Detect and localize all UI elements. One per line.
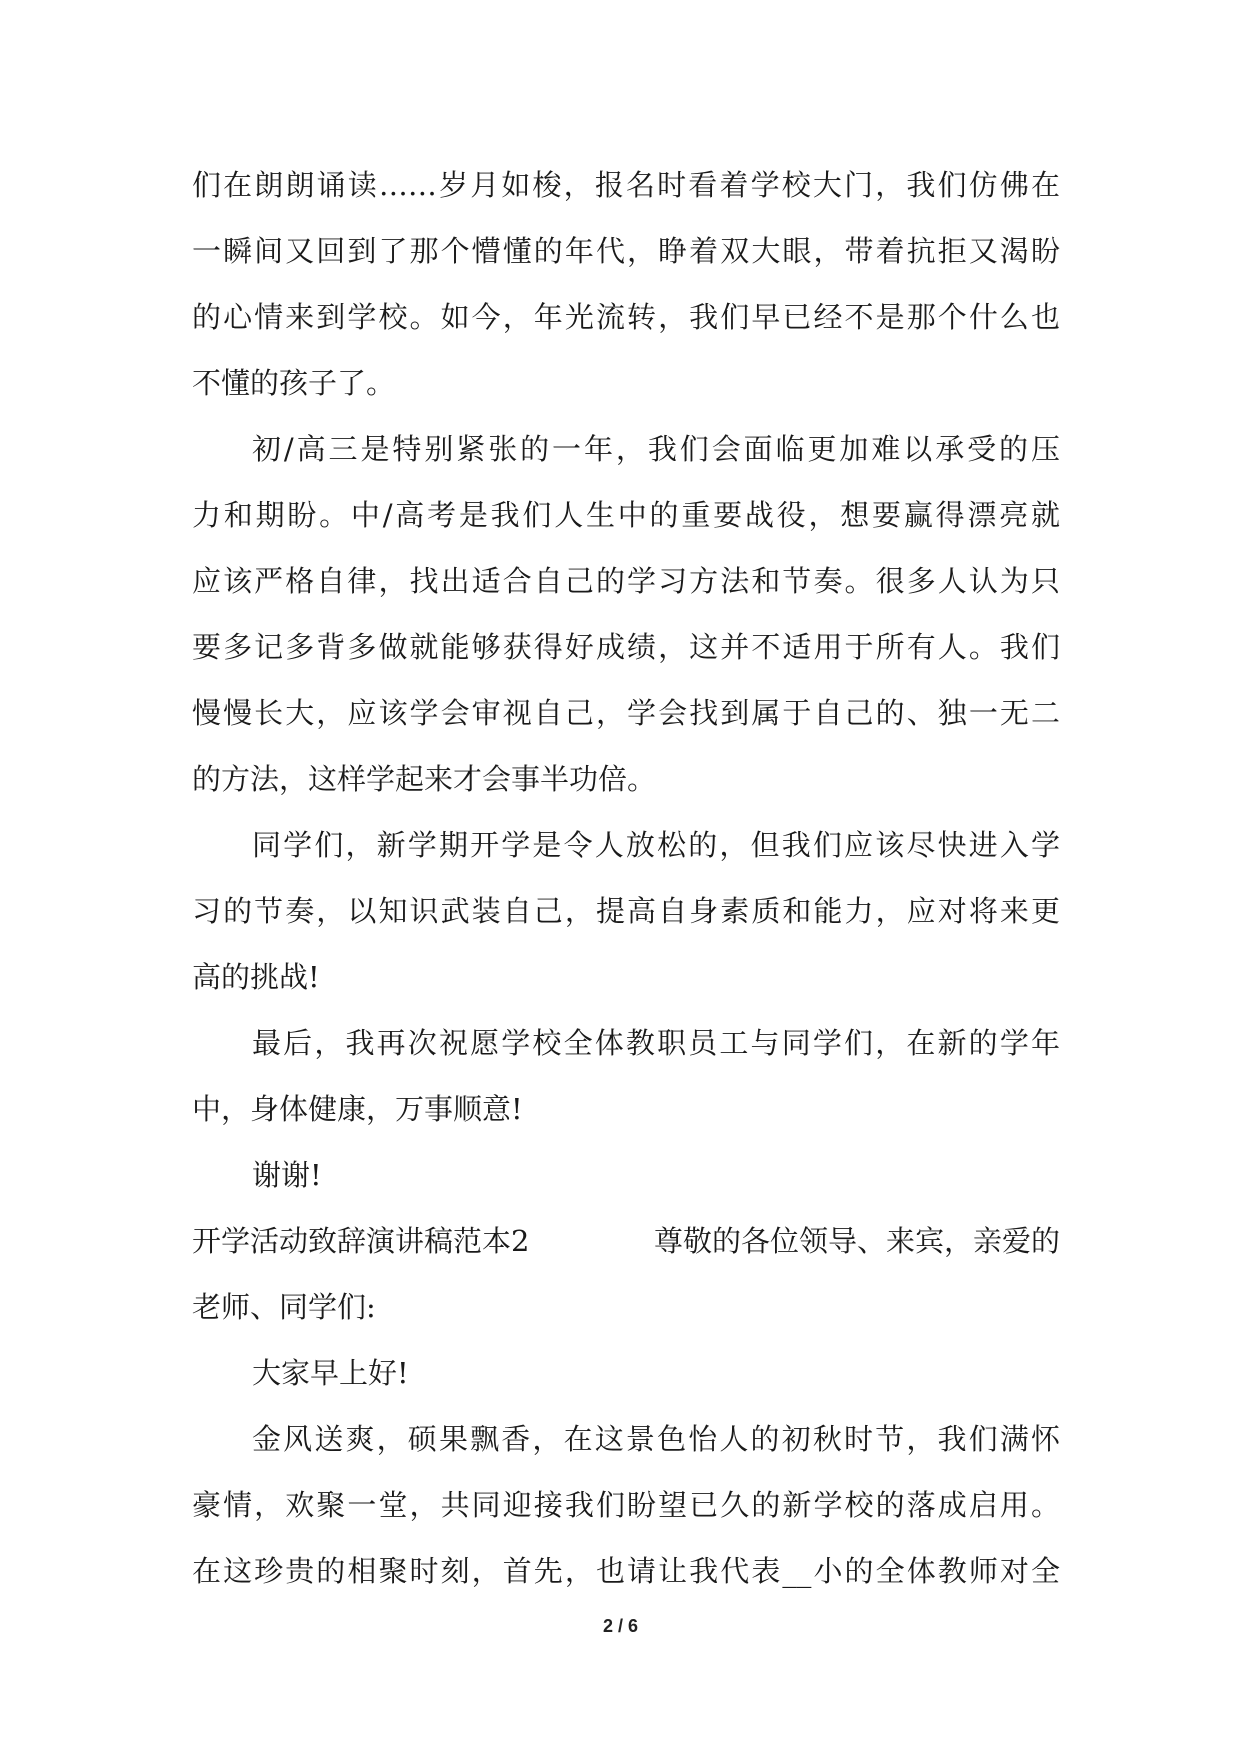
text-line: 要多记多背多做就能够获得好成绩，这并不适用于所有人。我们 [192,630,1060,664]
text-line: 初/高三是特别紧张的一年，我们会面临更加难以承受的压 [252,432,1060,466]
text-line: 最后，我再次祝愿学校全体教职员工与同学们，在新的学年 [252,1026,1060,1060]
text-line: 的心情来到学校。如今，年光流转，我们早已经不是那个什么也 [192,300,1060,334]
text-line: 谢谢! [252,1158,322,1192]
body-text [192,152,1060,1604]
text-line: 中，身体健康，万事顺意! [192,1092,523,1126]
text-line: 力和期盼。中/高考是我们人生中的重要战役，想要赢得漂亮就 [192,498,1060,532]
text-line: 慢慢长大，应该学会审视自己，学会找到属于自己的、独一无二 [192,696,1060,730]
text-line: 们在朗朗诵读……岁月如梭，报名时看着学校大门，我们仿佛在 [192,168,1060,202]
text-line: 高的挑战! [192,960,320,994]
text-line: 豪情，欢聚一堂，共同迎接我们盼望已久的新学校的落成启用。 [192,1488,1060,1522]
text-line: 老师、同学们: [192,1290,376,1324]
salutation-start: 尊敬的各位领导、来宾，亲爱的 [653,1224,1060,1258]
text-line: 大家早上好! [252,1356,409,1390]
text-line: 在这珍贵的相聚时刻，首先，也请让我代表__小的全体教师对全 [192,1554,1060,1588]
text-line: 不懂的孩子了。 [192,366,396,400]
section-title: 开学活动致辞演讲稿范本2 [192,1224,530,1258]
section-heading-line [192,1208,1060,1274]
text-line: 一瞬间又回到了那个懵懂的年代，睁着双大眼，带着抗拒又渴盼 [192,234,1060,268]
text-line: 应该严格自律，找出适合自己的学习方法和节奏。很多人认为只 [192,564,1060,598]
text-line: 习的节奏，以知识武装自己，提高自身素质和能力，应对将来更 [192,894,1060,928]
text-line: 同学们，新学期开学是令人放松的，但我们应该尽快进入学 [252,828,1060,862]
page-number: 2 / 6 [602,1616,639,1636]
text-line: 的方法，这样学起来才会事半功倍。 [192,762,657,796]
text-line: 金风送爽，硕果飘香，在这景色怡人的初秋时节，我们满怀 [252,1422,1060,1456]
